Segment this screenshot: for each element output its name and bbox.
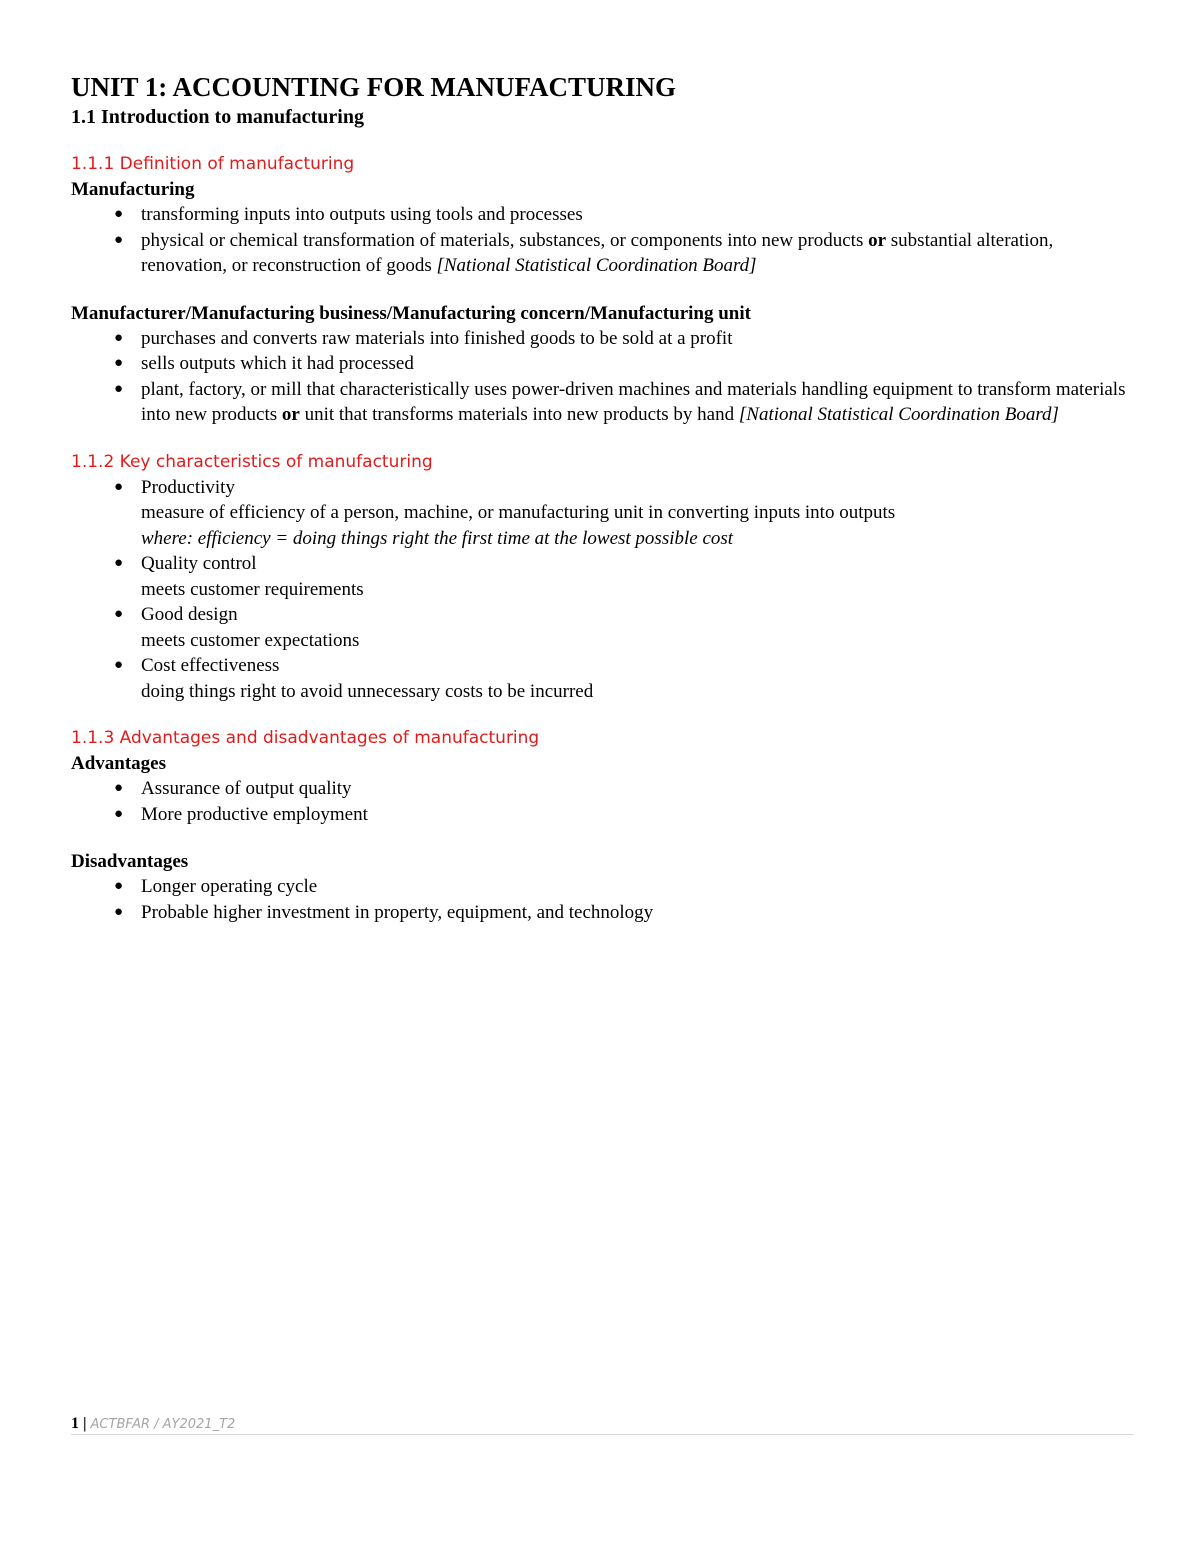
- bullet-icon: ●: [114, 231, 124, 248]
- list-item: ● Longer operating cycle: [71, 874, 1131, 900]
- list-item: ● sells outputs which it had processed: [71, 351, 1131, 377]
- course-code: ACTBFAR / AY2021_T2: [90, 1417, 236, 1432]
- list-item: ● Productivity measure of efficiency of a person, machine, or manufacturing unit in converting inputs into outputs where: efficiency = doing things right the first time at the lowest possible cost: [114, 476, 896, 549]
- reference-citation: [National Statistical Coordination Board]: [738, 404, 1059, 425]
- disadvantages-section: [71, 849, 1131, 925]
- bullet-icon: ●: [114, 206, 124, 222]
- list-item: ● Good design meets customer expectations: [114, 604, 360, 651]
- advantages-section: [71, 726, 1131, 827]
- document-page: [71, 70, 1131, 947]
- characteristics-section: [71, 450, 1131, 705]
- manufacturer-label: Manufacturer/Manufacturing business/Manufacturing concern/Manufacturing unit: [71, 302, 751, 324]
- bullet-icon: ●: [114, 780, 124, 796]
- bullet-icon: ●: [114, 355, 124, 371]
- footer-separator: |: [83, 1415, 87, 1432]
- advantages-label: Advantages: [71, 753, 167, 774]
- section-subtitle: 1.1 Introduction to manufacturing: [71, 106, 364, 128]
- unit-title: UNIT 1: ACCOUNTING FOR MANUFACTURING: [71, 72, 677, 102]
- bullet-icon: ●: [114, 606, 124, 622]
- bullet-icon: ●: [114, 878, 124, 894]
- list-item: ● Cost effectiveness doing things right to avoid unnecessary costs to be incurred: [114, 655, 594, 702]
- bullet-icon: ●: [114, 478, 124, 495]
- characteristics-list: [71, 475, 1131, 705]
- manufacturer-section: [71, 301, 1131, 428]
- list-item: ● Probable higher investment in property, equipment, and technology: [71, 900, 1131, 926]
- bullet-icon: ●: [114, 329, 124, 346]
- bullet-icon: ●: [114, 380, 124, 397]
- disadvantages-list: [71, 874, 1131, 925]
- characteristics-heading: 1.1.2 Key characteristics of manufacturing: [71, 451, 433, 472]
- manufacturing-list: [71, 202, 1131, 279]
- bullet-icon: ●: [114, 805, 124, 822]
- disadvantages-label: Disadvantages: [71, 851, 189, 872]
- list-item: ● Quality control meets customer requirements: [114, 553, 364, 600]
- list-item: ● physical or chemical transformation of materials, substances, or components into new products or substantial alteration, renovation, or reconstruction of goods [National Statistical Coordination Board]: [114, 229, 1054, 276]
- bullet-icon: ●: [114, 657, 124, 673]
- page-number: 1: [71, 1415, 79, 1432]
- list-item: ● plant, factory, or mill that characteristically uses power-driven machines and materials handling equipment to transform materials into new products or unit that transforms materials into new products by hand [National Statistical Coordination Board]: [114, 378, 1126, 425]
- bullet-icon: ●: [114, 555, 124, 571]
- definition-section: [71, 152, 1131, 279]
- advantages-heading: 1.1.3 Advantages and disadvantages of manufacturing: [71, 728, 540, 748]
- bullet-icon: ●: [114, 903, 124, 920]
- advantages-list: [71, 776, 1131, 827]
- manufacturing-label: Manufacturing: [71, 179, 195, 200]
- list-item: ● Assurance of output quality: [71, 776, 1131, 802]
- list-item: ● More productive employment: [71, 802, 1131, 828]
- page-footer: [71, 1414, 1133, 1435]
- reference-citation: [National Statistical Coordination Board]: [436, 255, 757, 276]
- definition-heading: 1.1.1 Definition of manufacturing: [71, 154, 355, 174]
- list-item: ● transforming inputs into outputs using tools and processes: [71, 202, 1131, 228]
- manufacturer-list: [71, 326, 1131, 428]
- list-item: ● purchases and converts raw materials into finished goods to be sold at a profit: [71, 326, 1131, 352]
